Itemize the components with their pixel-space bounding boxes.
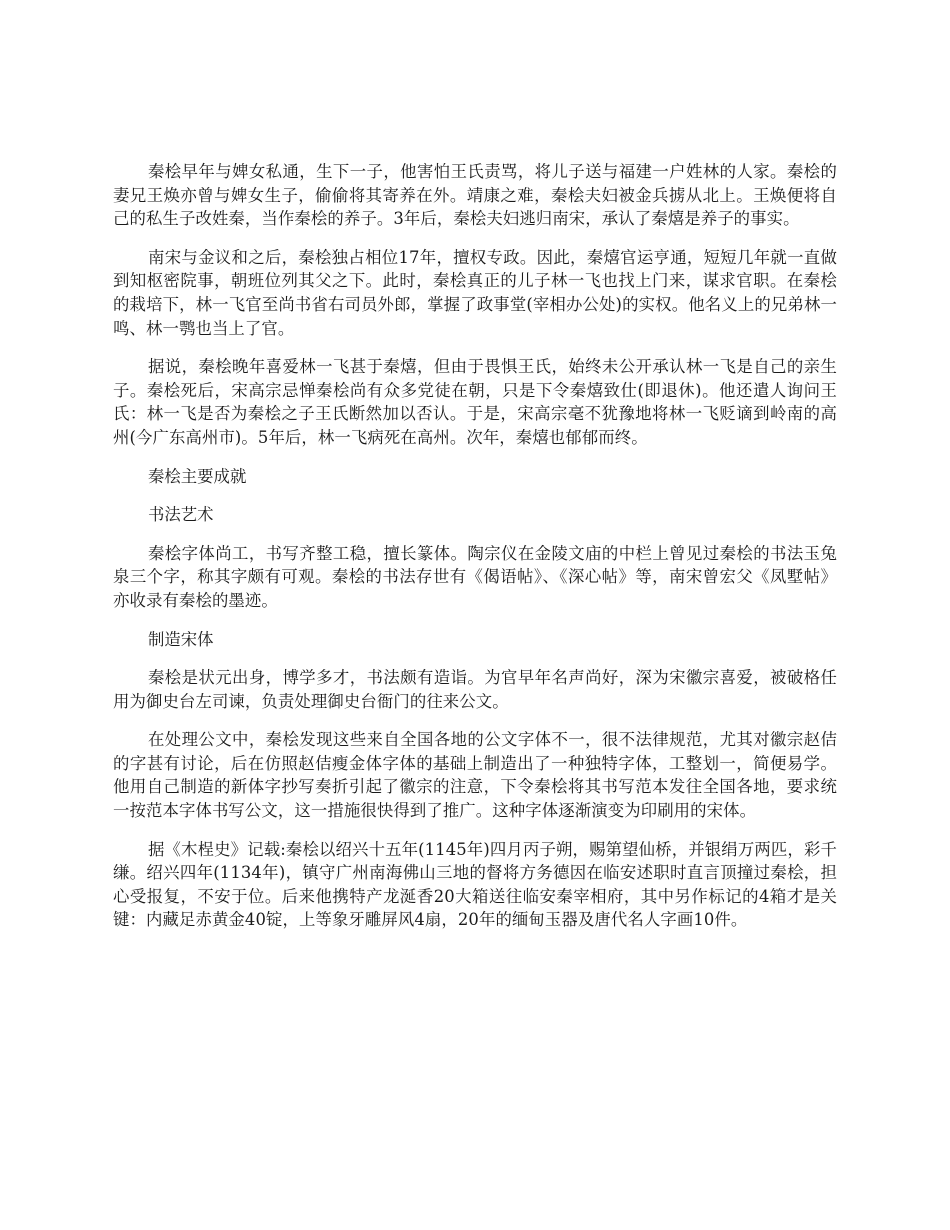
paragraph-peace-and-power: 南宋与金议和之后，秦桧独占相位17年，擅权专政。因此，秦熺官运亨通，短短几年就一直做到知枢密院事，朝班位列其父之下。此时，秦桧真正的儿子林一飞也找上门来，谋求官职。在秦桧的栽培下，林一飞官至尚书省右司员外郎，掌握了政事堂(宰相办公处)的实权。他名义上的兄弟林一鸣、林一鹗也当上了官。	[113, 247, 837, 338]
document-page	[113, 160, 837, 947]
paragraph-career: 秦桧是状元出身，博学多才，书法颇有造诣。为官早年名声尚好，深为宋徽宗喜爱，被破格任用为御史台左司谏，负责处理御史台衙门的往来公文。	[113, 668, 837, 711]
heading-main-achievements: 秦桧主要成就	[148, 466, 247, 486]
paragraph-typeface-creation: 在处理公文中，秦桧发现这些来自全国各地的公文字体不一，很不法律规范，尤其对徽宗赵佶的字甚有讨论，后在仿照赵佶瘦金体字体的基础上制造出了一种独特字体，工整划一，简便易学。他用自己制造的新体字抄写奏折引起了徽宗的注意，下令秦桧将其书写范本发往全国各地，要求统一按范本字体书写公文，这一措施很快得到了推广。这种字体逐渐演变为印刷用的宋体。	[113, 730, 837, 821]
paragraph-illegitimate-son: 秦桧早年与婢女私通，生下一子，他害怕王氏责骂，将儿子送与福建一户姓林的人家。秦桧的妻兄王焕亦曾与婢女生子，偷偷将其寄养在外。靖康之难，秦桧夫妇被金兵掳从北上。王焕便将自己的私生子改姓秦，当作秦桧的养子。3年后，秦桧夫妇逃归南宋，承认了秦熺是养子的事实。	[113, 162, 837, 229]
paragraph-calligraphy: 秦桧字体尚工，书写齐整工稳，擅长篆体。陶宗仪在金陵文庙的中栏上曾见过秦桧的书法玉兔泉三个字，称其字颇有可观。秦桧的书法存世有《偈语帖》、《深心帖》等，南宋曾宏父《凤墅帖》亦收录有秦桧的墨迹。	[113, 543, 837, 610]
paragraph-later-years: 据说，秦桧晚年喜爱林一飞甚于秦熺，但由于畏惧王氏，始终未公开承认林一飞是自己的亲生子。秦桧死后，宋高宗忌惮秦桧尚有众多党徒在朝，只是下令秦熺致仕(即退休)。他还遣人询问王氏：林一飞是否为秦桧之子王氏断然加以否认。于是，宋高宗毫不犹豫地将林一飞贬谪到岭南的高州(今广东高州市)。5年后，林一飞病死在高州。次年，秦熺也郁郁而终。	[113, 357, 837, 447]
heading-song-typeface: 制造宋体	[148, 629, 214, 649]
paragraph-muchengshi-record: 据《木桯史》记载:秦桧以绍兴十五年(1145年)四月丙子朔，赐第望仙桥，并银绢万两匹，彩千缣。绍兴四年(1134年)，镇守广州南海佛山三地的督将方务德因在临安述职时直言顶撞过秦桧，担心受报复，不安于位。后来他携特产龙涎香20大箱送往临安秦宰相府，其中另作标记的4箱才是关键：内藏足赤黄金40锭，上等象牙雕屏风4扇，20年的缅甸玉器及唐代名人字画10件。	[113, 839, 837, 930]
heading-calligraphy: 书法艺术	[148, 505, 214, 525]
